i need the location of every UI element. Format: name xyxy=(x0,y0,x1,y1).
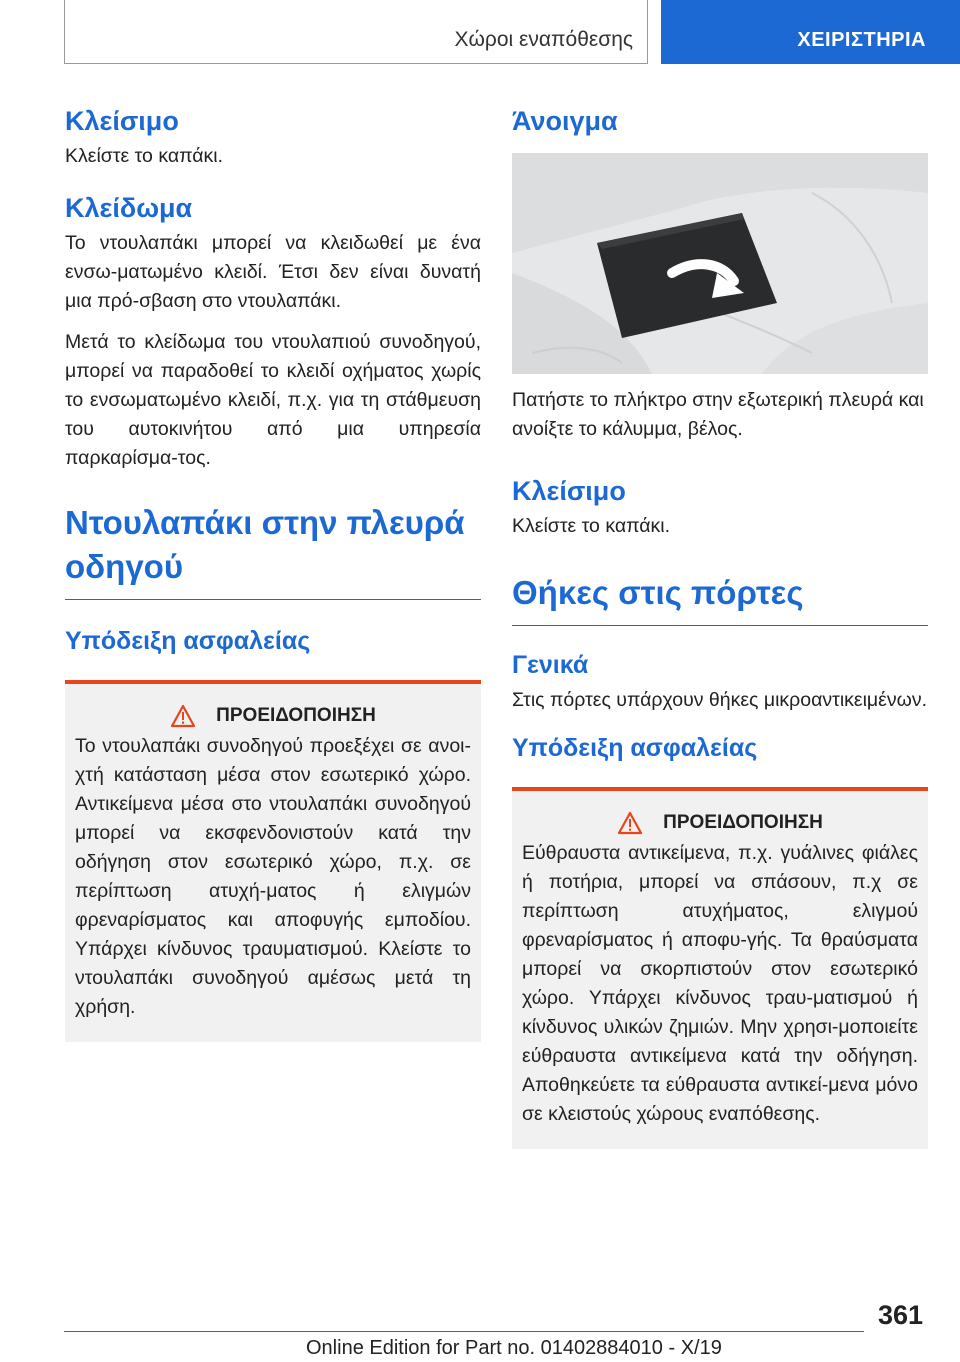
general-text: Στις πόρτες υπάρχουν θήκες μικροαντικειμένων. xyxy=(512,689,928,711)
locking-heading: Κλείδωμα xyxy=(65,193,193,223)
driver-box-heading: Ντουλαπάκι στην πλευρά οδηγού xyxy=(65,501,481,600)
right-closing-text: Κλείστε το καπάκι. xyxy=(512,515,671,537)
right-closing-heading: Κλείσιμο xyxy=(512,476,626,506)
glovebox-drawing xyxy=(512,153,928,374)
left-warning-text: Το ντουλαπάκι συνοδηγού προεξέχει σε ανοι-χτή κατάσταση μέσα στον εσωτερικό χώρο. Αντικείμενα μέσα στο ντουλαπάκι συνοδηγού μπορεί να εκσφενδονιστούν κατά την οδήγηση στον εσωτερικό χώρο, π.χ. σε περίπτωση ατυχή-ματος ή ελιγμών φρεναρίσματος και αποφυγής εμποδίου. Υπάρχει κίνδυνος τραυματισμού. Κλείστε το ντουλαπάκι συνοδηγού αμέσως μετά τη χρήση. xyxy=(75,735,471,1018)
locking-paragraph-2: Μετά το κλείδωμα του ντουλαπιού συνοδηγού, μπορεί να παραδοθεί το κλειδί οχήματος χωρίς το ενσωματωμένο κλειδί, π.χ. για τη στάθμευση του αυτοκινήτου από μια υπηρεσία παρκαρίσμα-τος. xyxy=(65,331,481,469)
locking-paragraph-1: Το ντουλαπάκι μπορεί να κλειδωθεί με ένα ενσω-ματωμένο κλειδί. Έτσι δεν είναι δυνατή μια πρό-σβαση στο ντουλαπάκι. xyxy=(65,232,481,312)
right-safety-heading: Υπόδειξη ασφαλείας xyxy=(512,734,758,762)
closing-heading: Κλείσιμο xyxy=(65,106,179,136)
warning-triangle-icon xyxy=(617,811,643,835)
right-warning-header xyxy=(522,811,918,835)
header-section-box xyxy=(64,0,648,64)
figure-caption: Πατήστε το πλήκτρο στην εξωτερική πλευρά και ανοίξτε το κάλυμμα, βέλος. xyxy=(512,389,924,440)
glovebox-illustration xyxy=(512,153,928,374)
left-warning-label: ΠΡΟΕΙΔΟΠΟΙΗΣΗ xyxy=(216,705,376,726)
closing-text: Κλείστε το καπάκι. xyxy=(65,145,224,167)
door-pockets-heading: Θήκες στις πόρτες xyxy=(512,571,928,626)
footer-divider xyxy=(64,1331,864,1332)
section-title: Χώροι εναπόθεσης xyxy=(454,28,633,51)
left-column xyxy=(65,100,481,1042)
right-warning-text: Εύθραυστα αντικείμενα, π.χ. γυάλινες φιάλες ή ποτήρια, μπορεί να σπάσουν, π.χ σε περίπτωση ατυχήματος, ελιγμού φρεναρίσματος ή αποφυ-γής. Τα θραύσματα μπορεί να σκορπιστούν στον εσωτερικό χώρο. Υπάρχει κίνδυνος τραυ-ματισμού ή κίνδυνος υλικών ζημιών. Μην χρησι-μοποιείτε εύθραυστα αντικείμενα κατά την οδήγηση. Αποθηκεύετε τα εύθραυστα αντικεί-μενα μόνο σε κλειστούς χώρους εναπόθεσης. xyxy=(522,842,918,1125)
right-warning-label: ΠΡΟΕΙΔΟΠΟΙΗΣΗ xyxy=(663,812,823,833)
left-warning-box xyxy=(65,680,481,1042)
right-warning-box xyxy=(512,787,928,1149)
edition-note: Online Edition for Part no. 01402884010 - X/19 xyxy=(306,1337,722,1359)
right-column xyxy=(512,100,928,1149)
warning-triangle-icon xyxy=(170,704,196,728)
chapter-title: ΧΕΙΡΙΣΤΗΡΙΑ xyxy=(797,29,926,51)
left-warning-header xyxy=(75,704,471,728)
header-chapter-box xyxy=(661,0,960,64)
page-number: 361 xyxy=(878,1300,924,1330)
left-safety-heading: Υπόδειξη ασφαλείας xyxy=(65,627,311,655)
opening-heading: Άνοιγμα xyxy=(512,106,618,136)
general-heading: Γενικά xyxy=(512,651,589,679)
